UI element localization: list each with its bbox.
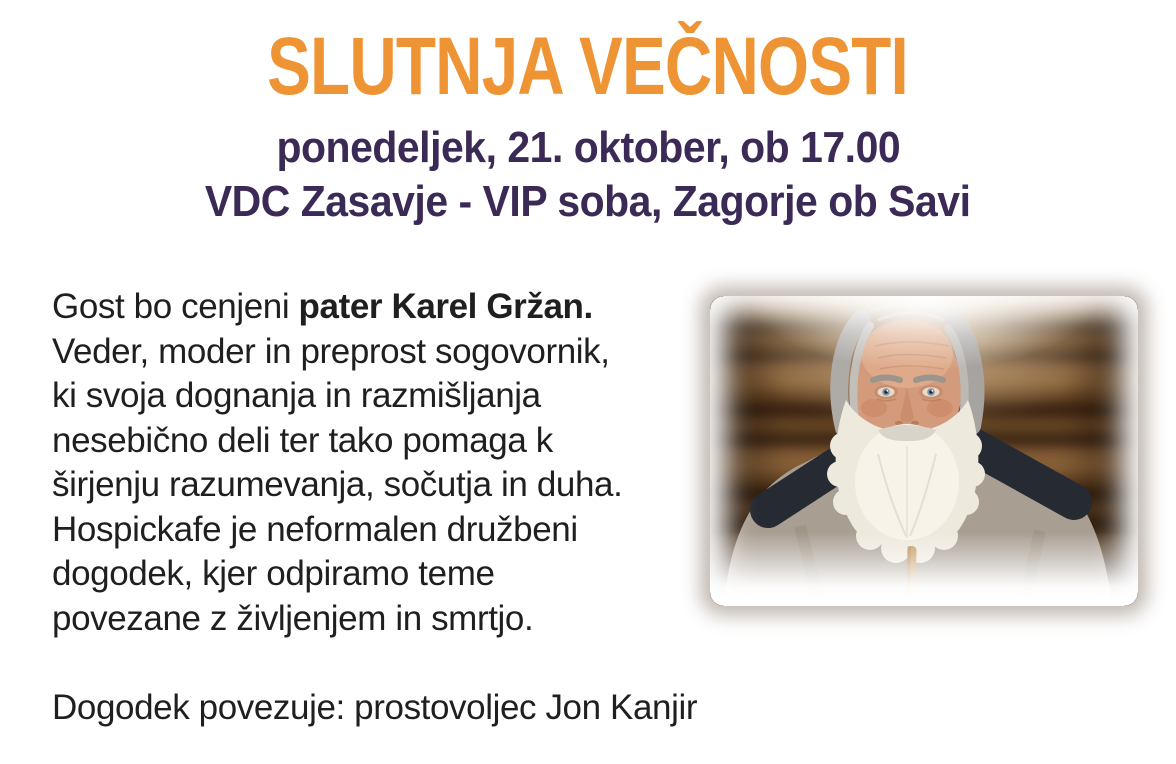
guest-name: pater Karel Gržan. (298, 287, 593, 326)
event-location (0, 176, 1176, 228)
description-line: Hospickafe je neformalen družbeni (52, 509, 578, 549)
poster-title (0, 21, 1176, 112)
event-description (52, 285, 622, 641)
description-line: ki svoja dognanja in razmišljanja (52, 376, 541, 415)
description-line: povezane z življenjem in smrtjo. (52, 598, 534, 638)
facilitator-line: Dogodek povezuje: prostovoljec Jon Kanjir (52, 688, 698, 727)
poster-title-text: SLUTNJA VEČNOSTI (267, 21, 909, 112)
description-intro: Gost bo cenjeni (52, 287, 299, 326)
event-datetime (0, 122, 1176, 174)
speaker-photo (710, 296, 1138, 606)
description-line: širjenju razumevanja, sočutja in duha. (52, 465, 623, 504)
photo-soft-edge-vignette (710, 296, 1138, 606)
event-location-text: VDC Zasavje - VIP soba, Zagorje ob Savi (205, 177, 971, 226)
description-line: dogodek, kjer odpiramo teme (52, 554, 495, 593)
event-datetime-text: ponedeljek, 21. oktober, ob 17.00 (276, 123, 900, 172)
description-line: nesebično deli ter tako pomaga k (52, 420, 553, 460)
description-line (52, 285, 622, 330)
description-line: Veder, moder in preprost sogovornik, (52, 331, 610, 371)
